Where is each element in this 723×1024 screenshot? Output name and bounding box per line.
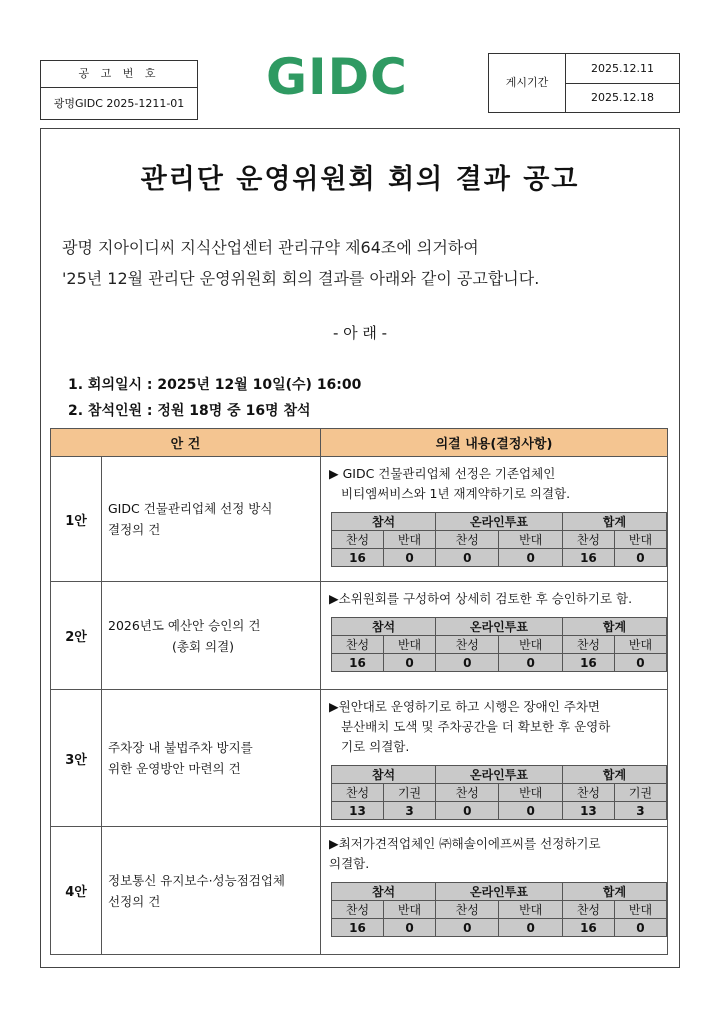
agenda-line: 결정의 건	[108, 522, 161, 537]
notice-number-box	[40, 60, 198, 120]
vote-group-attend: 참석	[332, 883, 436, 901]
resolution-cell	[321, 457, 668, 582]
agenda-title	[102, 827, 321, 955]
vote-label: 반대	[384, 636, 436, 654]
vote-value: 16	[562, 919, 614, 937]
vote-table	[331, 765, 667, 820]
decision-text	[321, 827, 667, 878]
vote-label: 찬성	[436, 784, 499, 802]
page-title: 관리단 운영위원회 회의 결과 공고	[140, 164, 580, 195]
vote-group-attend: 참석	[332, 618, 436, 636]
vote-label: 찬성	[332, 636, 384, 654]
decision-line: ▶ GIDC 건물관리업체 선정은 기존업체인	[329, 466, 556, 481]
vote-group-attend: 참석	[332, 766, 436, 784]
vote-value: 0	[436, 549, 499, 567]
notice-number-value: 광명GIDC 2025-1211-01	[53, 97, 185, 110]
vote-value: 16	[562, 549, 614, 567]
intro-line-1: 광명 지아이디씨 지식산업센터 관리규약 제64조에 의거하여	[62, 238, 479, 257]
agenda-line: 주차장 내 불법주차 방지를	[108, 740, 253, 755]
resolution-header: 의결 내용(결정사항)	[321, 429, 668, 457]
vote-value: 0	[384, 654, 436, 672]
vote-label: 반대	[499, 901, 562, 919]
results-table	[50, 428, 668, 955]
vote-value: 0	[436, 654, 499, 672]
vote-label: 반대	[384, 901, 436, 919]
vote-label: 찬성	[562, 531, 614, 549]
vote-label: 기권	[384, 784, 436, 802]
decision-line: ▶소위원회를 구성하여 상세히 검토한 후 승인하기로 함.	[329, 591, 633, 606]
vote-value: 0	[614, 919, 666, 937]
vote-value: 0	[499, 549, 562, 567]
decision-line: 의결함.	[329, 856, 370, 871]
vote-label: 찬성	[562, 636, 614, 654]
agenda-line: (총회 의결)	[172, 638, 235, 654]
posting-period-box	[488, 53, 680, 113]
vote-value: 0	[614, 654, 666, 672]
vote-group-online: 온라인투표	[436, 618, 563, 636]
agenda-line: 정보통신 유지보수·성능점검업체	[108, 872, 285, 888]
vote-table	[331, 617, 667, 672]
agenda-number: 4안	[51, 827, 102, 955]
agenda-number: 1안	[51, 457, 102, 582]
vote-value: 0	[499, 802, 562, 820]
vote-label: 반대	[614, 901, 666, 919]
table-row	[51, 582, 668, 690]
decision-text	[321, 582, 667, 613]
meeting-datetime: 1. 회의일시 : 2025년 12월 10일(수) 16:00	[68, 377, 362, 393]
agenda-line: GIDC 건물관리업체 선정 방식	[108, 501, 273, 516]
decision-line: ▶최저가견적업체인 ㈜해솔이에프씨를 선정하기로	[329, 836, 601, 851]
vote-label: 반대	[384, 531, 436, 549]
vote-value: 16	[562, 654, 614, 672]
agenda-title	[102, 457, 321, 582]
vote-value: 3	[614, 802, 666, 820]
vote-label: 반대	[499, 531, 562, 549]
vote-value: 0	[436, 802, 499, 820]
agenda-line: 선정의 건	[108, 893, 161, 909]
vote-value: 13	[562, 802, 614, 820]
decision-text	[321, 457, 667, 508]
posting-start-date: 2025.12.11	[566, 54, 679, 84]
vote-value: 0	[614, 549, 666, 567]
agenda-number: 2안	[51, 582, 102, 690]
vote-value: 16	[332, 919, 384, 937]
vote-label: 반대	[614, 636, 666, 654]
table-row	[51, 827, 668, 955]
vote-value: 0	[384, 549, 436, 567]
vote-label: 반대	[499, 636, 562, 654]
vote-group-online: 온라인투표	[436, 883, 563, 901]
decision-text	[321, 690, 667, 761]
posting-end-date: 2025.12.18	[591, 91, 654, 104]
vote-label: 찬성	[332, 784, 384, 802]
resolution-cell	[321, 582, 668, 690]
agenda-line: 위한 운영방안 마련의 건	[108, 761, 241, 776]
vote-value: 0	[436, 919, 499, 937]
agenda-number: 3안	[51, 690, 102, 827]
vote-group-total: 합계	[562, 766, 666, 784]
vote-group-online: 온라인투표	[436, 513, 563, 531]
vote-label: 반대	[614, 531, 666, 549]
vote-value: 13	[332, 802, 384, 820]
vote-group-total: 합계	[562, 513, 666, 531]
vote-label: 찬성	[562, 901, 614, 919]
table-header-row	[51, 429, 668, 457]
decision-line: ▶원안대로 운영하기로 하고 시행은 장애인 주차면	[329, 699, 600, 714]
vote-value: 16	[332, 549, 384, 567]
intro-line-2: '25년 12월 관리단 운영위원회 회의 결과를 아래와 같이 공고합니다.	[62, 269, 540, 288]
vote-table	[331, 512, 667, 567]
vote-value: 0	[499, 919, 562, 937]
vote-label: 찬성	[332, 901, 384, 919]
table-row	[51, 690, 668, 827]
posting-period-label: 게시기간	[489, 54, 566, 112]
decision-line: 기로 의결함.	[341, 739, 410, 754]
resolution-cell	[321, 690, 668, 827]
vote-value: 0	[499, 654, 562, 672]
attendees: 2. 참석인원 : 정원 18명 중 16명 참석	[68, 403, 311, 419]
notice-number-label: 공 고 번 호	[41, 61, 197, 88]
vote-value: 0	[384, 919, 436, 937]
table-row	[51, 457, 668, 582]
vote-label: 찬성	[436, 901, 499, 919]
agenda-title	[102, 582, 321, 690]
decision-line: 분산배치 도색 및 주차공간을 더 확보한 후 운영하	[341, 719, 611, 734]
vote-group-total: 합계	[562, 883, 666, 901]
vote-label: 찬성	[562, 784, 614, 802]
resolution-cell	[321, 827, 668, 955]
agenda-title	[102, 690, 321, 827]
vote-value: 3	[384, 802, 436, 820]
vote-group-attend: 참석	[332, 513, 436, 531]
vote-label: 기권	[614, 784, 666, 802]
vote-table	[331, 882, 667, 937]
gidc-logo: GIDC	[266, 48, 408, 106]
vote-value: 16	[332, 654, 384, 672]
vote-label: 반대	[499, 784, 562, 802]
vote-label: 찬성	[332, 531, 384, 549]
decision-line: 비티엠써비스와 1년 재계약하기로 의결함.	[341, 486, 571, 501]
vote-label: 찬성	[436, 636, 499, 654]
agenda-line: 2026년도 예산안 승인의 건	[108, 617, 261, 633]
agenda-header: 안 건	[51, 429, 321, 457]
vote-label: 찬성	[436, 531, 499, 549]
vote-group-total: 합계	[562, 618, 666, 636]
vote-group-online: 온라인투표	[436, 766, 563, 784]
below-marker: - 아 래 -	[332, 324, 388, 342]
